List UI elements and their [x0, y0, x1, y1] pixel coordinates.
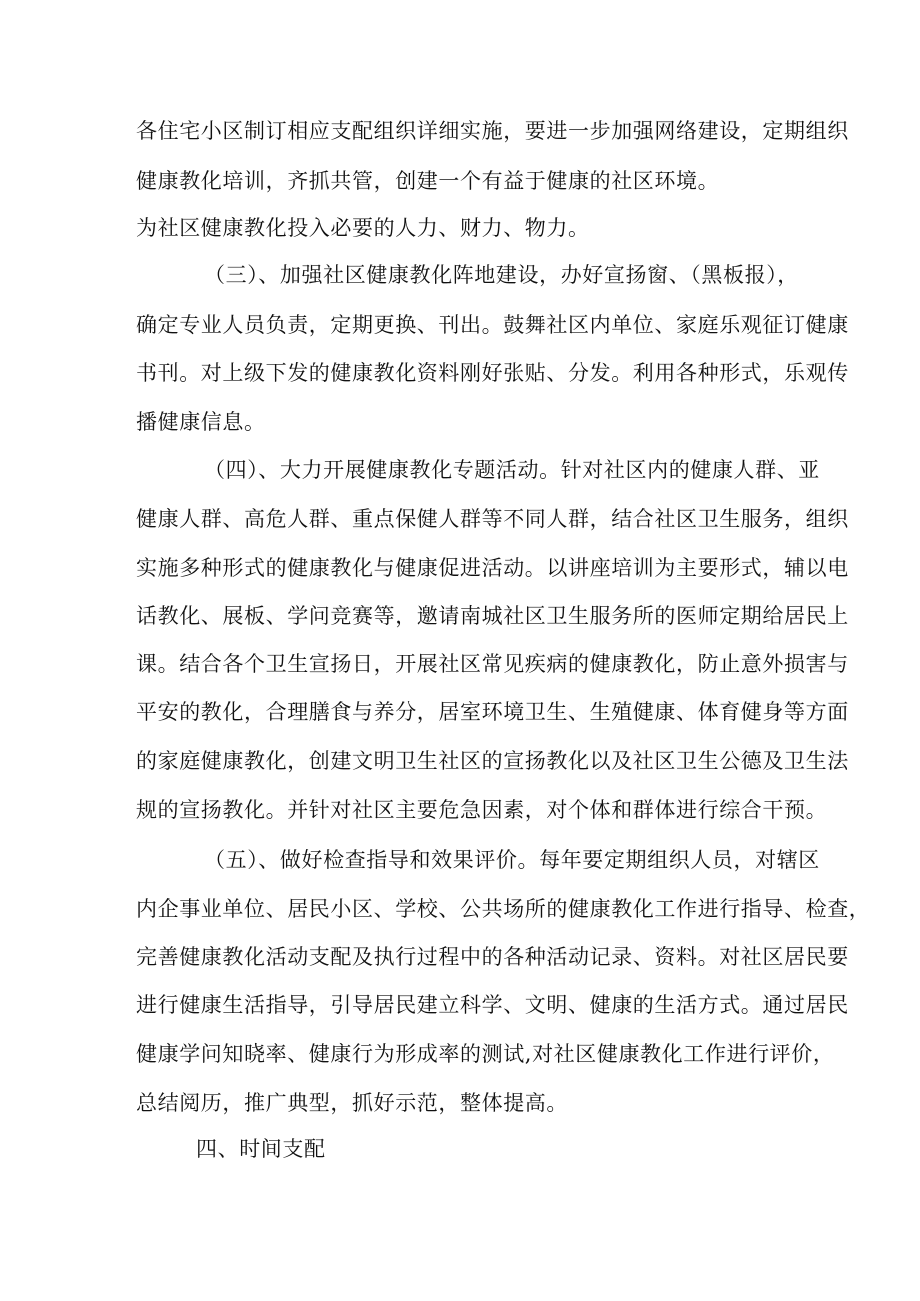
text-line: 书刊。对上级下发的健康教化资料刚好张贴、分发。利用各种形式，乐观传: [136, 361, 849, 385]
text-line: 的家庭健康教化，创建文明卫生社区的宣扬教化以及社区卫生公德及卫生法: [136, 749, 849, 773]
paragraph-heading-5: （五）、做好检查指导和效果评价。每年要定期组织人员，对辖区: [204, 848, 820, 872]
text-line: 健康教化培训，齐抓共管，创建一个有益于健康的社区环境。: [136, 169, 720, 193]
text-line: 完善健康教化活动支配及执行过程中的各种活动记录、资料。对社区居民要: [136, 945, 849, 969]
text-line: 平安的教化，合理膳食与养分，居室环境卫生、生殖健康、体育健身等方面: [136, 700, 849, 724]
text-line: 规的宣扬教化。并针对社区主要危急因素，对个体和群体进行综合干预。: [136, 798, 828, 822]
text-line: 确定专业人员负责，定期更换、刊出。鼓舞社区内单位、家庭乐观征订健康: [136, 313, 849, 337]
text-line: 总结阅历，推广典型，抓好示范，整体提高。: [136, 1091, 568, 1115]
paragraph-heading-4: （四）、大力开展健康教化专题活动。针对社区内的健康人群、亚: [204, 458, 820, 482]
text-line: 课。结合各个卫生宣扬日，开展社区常见疾病的健康教化，防止意外损害与: [136, 652, 849, 676]
text-line: 内企事业单位、居民小区、学校、公共场所的健康教化工作进行指导、检查，: [136, 897, 871, 921]
text-line: 健康人群、高危人群、重点保健人群等不同人群，结合社区卫生服务，组织: [136, 507, 849, 531]
text-line: 进行健康生活指导，引导居民建立科学、文明、健康的生活方式。通过居民: [136, 993, 849, 1017]
text-line: 为社区健康教化投入必要的人力、财力、物力。: [136, 216, 590, 240]
text-line: 话教化、展板、学问竞赛等，邀请南城社区卫生服务所的医师定期给居民上: [136, 604, 849, 628]
text-line: 播健康信息。: [136, 410, 266, 434]
text-line: 健康学问知晓率、健康行为形成率的测试,对社区健康教化工作进行评价，: [136, 1042, 835, 1066]
text-line: 各住宅小区制订相应支配组织详细实施，要进一步加强网络建设，定期组织: [136, 119, 849, 143]
text-line: 实施多种形式的健康教化与健康促进活动。以讲座培训为主要形式，辅以电: [136, 556, 849, 580]
section-heading: 四、时间支配: [196, 1137, 326, 1161]
paragraph-heading-3: （三）、加强社区健康教化阵地建设，办好宣扬窗、（黑板报），: [204, 263, 799, 287]
